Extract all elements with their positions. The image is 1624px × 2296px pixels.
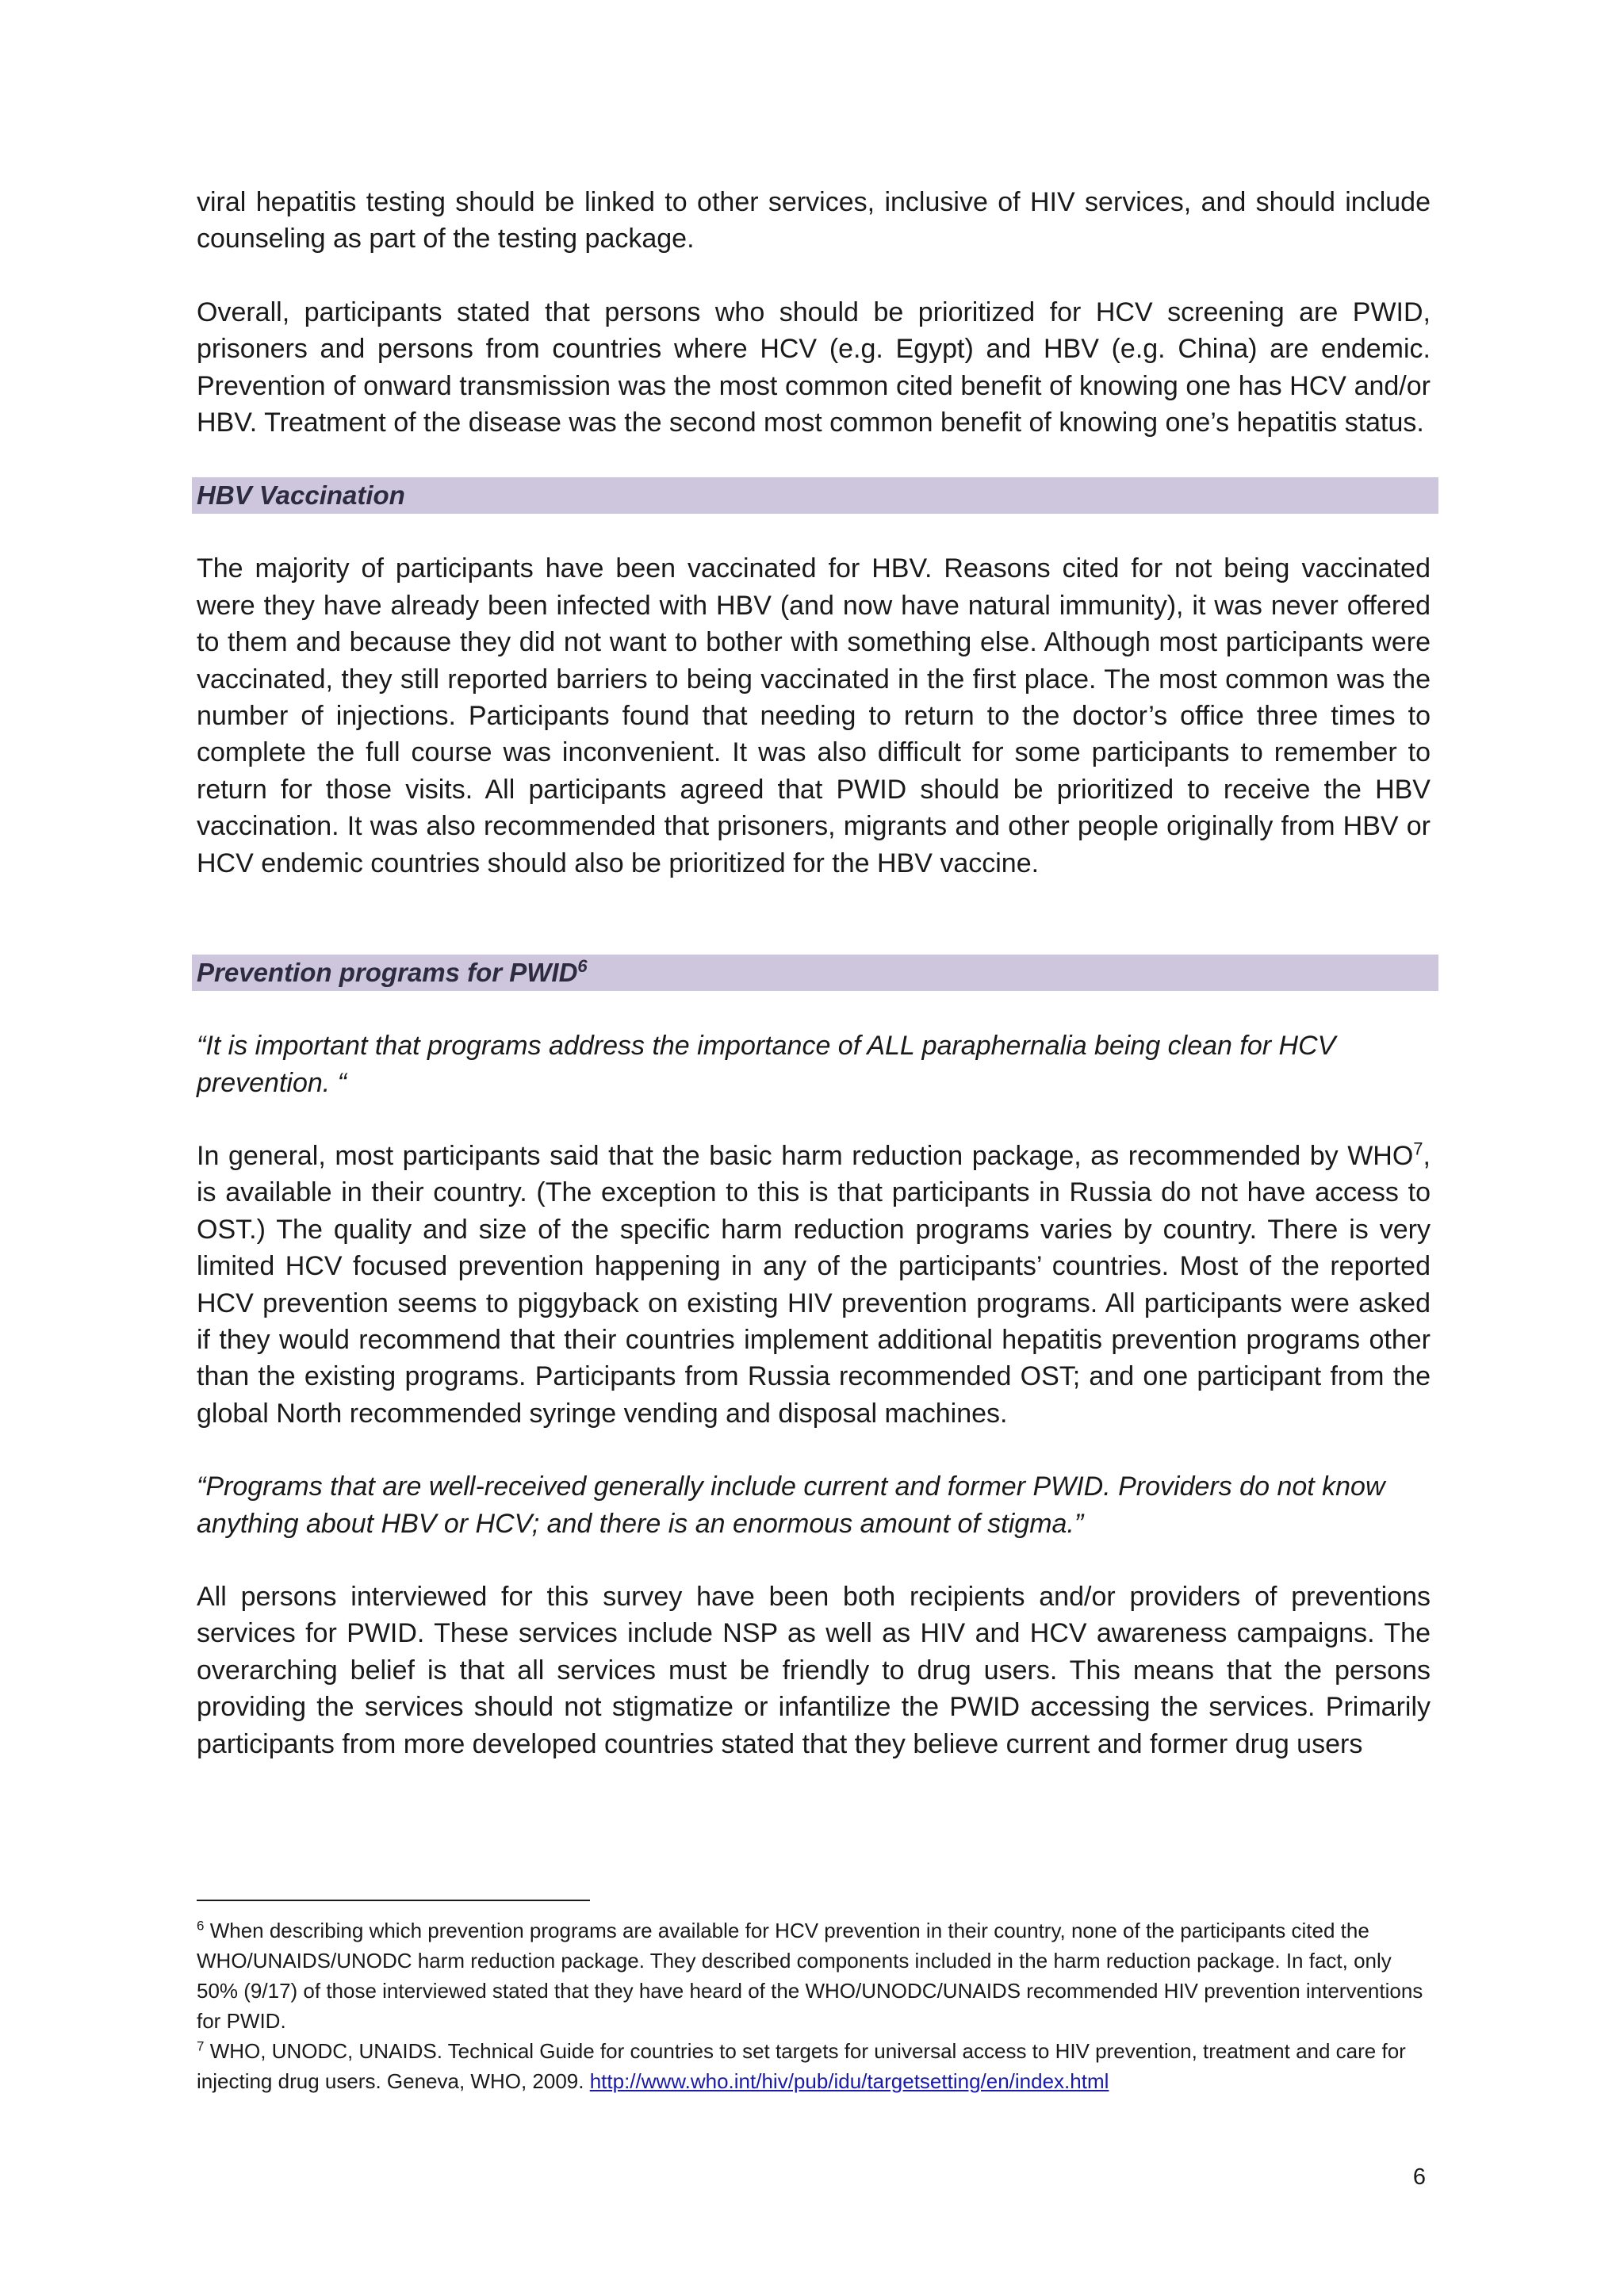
- footnote-divider: [197, 1900, 590, 1901]
- footnote-7-number: 7: [197, 2038, 205, 2054]
- footnote-7: [197, 2036, 1431, 2096]
- harm-reduction-text-end: , is available in their country. (The exception to this is that participants in Russia do not have access to OST.) The quality and size of the specific harm reduction programs varies by country. There is very limited HCV focused prevention happening in any of the participants’ countries. Most of the reported HCV prevention seems to piggyback on existing HIV prevention programs. All participants were asked if they would recommend that their countries implement additional hepatitis prevention programs other than the existing programs. Participants from Russia recommended OST; and one participant from the global North recommended syringe vending and disposal machines.: [197, 1140, 1431, 1429]
- paragraph-harm-reduction: [197, 1138, 1431, 1432]
- section-heading-prevention-programs: [192, 955, 1438, 991]
- footnote-7-link[interactable]: http://www.who.int/hiv/pub/idu/targetsetting/en/index.html: [589, 2069, 1109, 2093]
- footnote-7-text: WHO, UNODC, UNAIDS. Technical Guide for countries to set targets for universal access to HIV prevention, treatment and care for injecting drug users. Geneva, WHO, 2009.: [197, 2039, 1406, 2093]
- page-body: [197, 184, 1431, 1762]
- harm-reduction-text-start: In general, most participants said that the basic harm reduction package, as recommended by WHO: [197, 1140, 1414, 1171]
- footnote-6: [197, 1915, 1431, 2036]
- quote-paraphernalia: “It is important that programs address the importance of ALL paraphernalia being clean for HCV prevention. “: [197, 1031, 1336, 1098]
- page-number: 6: [1412, 2164, 1426, 2190]
- section-heading-prevention-label: Prevention programs for PWID: [197, 958, 578, 988]
- paragraph-prioritization: Overall, participants stated that persons who should be prioritized for HCV screening are PWID, prisoners and persons from countries where HCV (e.g. Egypt) and HBV (e.g. China) are endemic. Prevention of onward transmission was the most common cited benefit of knowing one has HCV and/or HBV. Treatment of the disease was the second most common benefit of knowing one’s hepatitis status.: [197, 297, 1431, 438]
- footnotes: [197, 1900, 1431, 2096]
- paragraph-testing-linkage: viral hepatitis testing should be linked to other services, inclusive of HIV services, and should include counseling as part of the testing package.: [197, 187, 1431, 254]
- footnote-ref-7[interactable]: 7: [1413, 1138, 1423, 1159]
- section-heading-hbv-vaccination: HBV Vaccination: [192, 477, 1438, 514]
- footnote-6-number: 6: [197, 1918, 205, 1934]
- footnote-ref-6[interactable]: 6: [577, 956, 588, 977]
- quote-well-received-programs: “Programs that are well-received generally include current and former PWID. Providers do not know anything about HBV or HCV; and there is an enormous amount of stigma.”: [197, 1471, 1385, 1539]
- footnote-6-text: When describing which prevention programs are available for HCV prevention in their country, none of the participants cited the WHO/UNAIDS/UNODC harm reduction package. They described components included in the harm reduction package. In fact, only 50% (9/17) of those interviewed stated that they have heard of the WHO/UNODC/UNAIDS recommended HIV prevention interventions for PWID.: [197, 1919, 1423, 2033]
- paragraph-services: All persons interviewed for this survey have been both recipients and/or providers of preventions services for PWID. These services include NSP as well as HIV and HCV awareness campaigns. The overarching belief is that all services must be friendly to drug users. This means that the persons providing the services should not stigmatize or infantilize the PWID accessing the services. Primarily participants from more developed countries stated that they believe current and former drug users: [197, 1581, 1431, 1759]
- paragraph-hbv-vaccination: The majority of participants have been vaccinated for HBV. Reasons cited for not being vaccinated were they have already been infected with HBV (and now have natural immunity), it was never offered to them and because they did not want to bother with something else. Although most participants were vaccinated, they still reported barriers to being vaccinated in the first place. The most common was the number of injections. Participants found that needing to return to the doctor’s office three times to complete the full course was inconvenient. It was also difficult for some participants to remember to return for those visits. All participants agreed that PWID should be prioritized to receive the HBV vaccination. It was also recommended that prisoners, migrants and other people originally from HBV or HCV endemic countries should also be prioritized for the HBV vaccine.: [197, 553, 1431, 878]
